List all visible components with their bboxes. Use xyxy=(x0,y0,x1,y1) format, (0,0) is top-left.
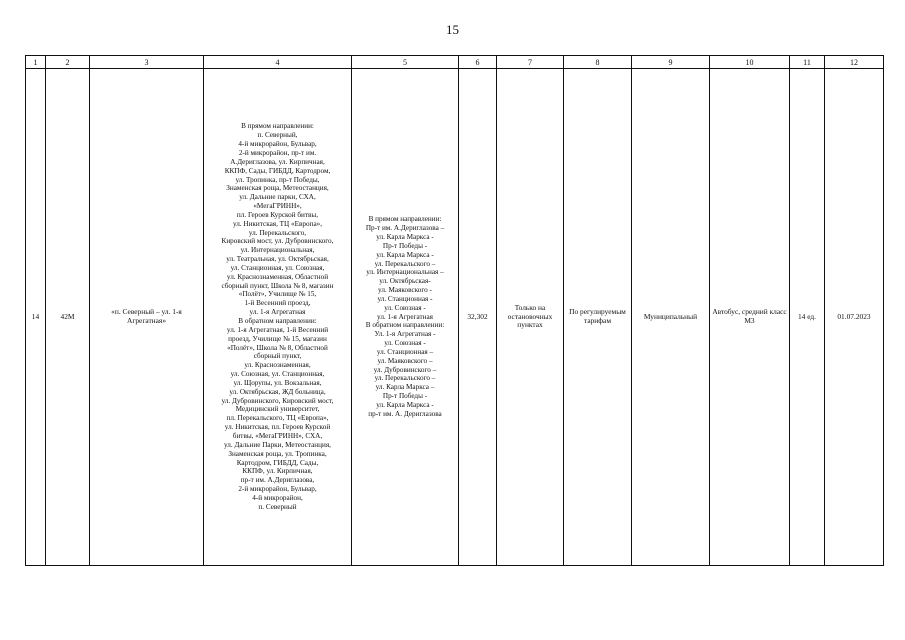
text-line: ул. Октябрьская- xyxy=(379,277,431,286)
text-line: ККПФ, ул. Кирпичная, xyxy=(242,467,313,476)
text-line: Знаменская роща, Метеостанция, xyxy=(226,184,329,193)
text-line: ул. Союзная - xyxy=(384,303,426,312)
stop-order: Только на остановочных пунктах xyxy=(497,69,564,566)
text-line: ул. Краснознаменная, Областной xyxy=(226,272,329,281)
text-line: сборный пункт, xyxy=(253,352,302,361)
text-line: ул. Карла Маркса - xyxy=(376,401,434,410)
text-line: «Полёт», Училище № 15, xyxy=(238,290,317,299)
text-line: В обратном направлении: xyxy=(238,317,317,325)
text-line: п. Северный, xyxy=(257,131,298,140)
text-line: 2-й микрорайон, пр-т им. xyxy=(238,148,317,157)
fare-type: По регулируемым тарифам xyxy=(564,69,632,566)
text-line: 1-й Весенний проезд, xyxy=(244,299,311,308)
route-name: «п. Северный – ул. 1-я Агрегатная» xyxy=(90,69,204,566)
text-line: ул. Союзная, ул. Станционная, xyxy=(230,370,325,379)
text-line: ул. Щорупы, ул. Вокзальная, xyxy=(233,378,322,387)
text-line: ул. Дубровинского – xyxy=(373,365,437,374)
text-line: ул. Интернациональная – xyxy=(366,268,444,277)
text-line: сборный пункт, Школа № 8, магазин xyxy=(221,281,334,290)
header-cell: 2 xyxy=(46,56,90,69)
text-line: ККПФ, Сады, ГИБДД, Картодром, xyxy=(224,166,331,175)
text-line: ул. Тропинка, пр-т Победы, xyxy=(235,175,320,184)
text-line: ул. Союзная - xyxy=(384,339,426,348)
text-line: «Полёт», Школа № 8, Областной xyxy=(227,343,328,352)
header-cell: 6 xyxy=(459,56,497,69)
text-line: п. Северный xyxy=(258,502,297,511)
text-line: пр-т им. А.Дериглазова, xyxy=(240,476,315,485)
header-cell: 3 xyxy=(90,56,204,69)
text-line: 4-й микрорайон, xyxy=(252,493,303,502)
header-cell: 8 xyxy=(564,56,632,69)
header-cell: 11 xyxy=(790,56,825,69)
text-line: Медицинский университет, xyxy=(235,405,320,414)
text-line: В прямом направлении: xyxy=(368,215,442,224)
text-line: ул. Карла Маркса - xyxy=(376,250,434,259)
text-line: ул. Карла Маркса - xyxy=(376,232,434,241)
text-line: ул. Никитская, пл. Героев Курской xyxy=(224,423,331,432)
text-line: ул. Станционная – xyxy=(376,347,434,356)
text-line: «МегаГРИНН», xyxy=(253,202,302,211)
text-line: В обратном направлении: xyxy=(365,321,445,330)
streets-stops-cell xyxy=(204,69,352,566)
text-line: ул. Дубровинского, Кировский мост, xyxy=(221,396,334,405)
text-line: ул. Карла Маркса – xyxy=(375,383,435,392)
text-line: ул. 1-я Агрегатная, 1-й Весенний xyxy=(226,325,329,334)
header-cell: 12 xyxy=(825,56,884,69)
header-cell: 4 xyxy=(204,56,352,69)
text-line: Пр-т Победы - xyxy=(382,241,428,250)
text-line: ул. Перекальского, xyxy=(248,228,307,237)
header-cell: 10 xyxy=(710,56,790,69)
text-line: В прямом направлении: xyxy=(241,122,314,131)
header-cell: 5 xyxy=(352,56,459,69)
text-line: пл. Перекальского, ТЦ «Европа», xyxy=(226,414,329,423)
text-line: битвы, «МегаГРИНН», СХА, xyxy=(232,431,323,440)
stops-list xyxy=(206,122,349,511)
text-line: ул. Маяковского - xyxy=(378,286,432,295)
header-cell: 1 xyxy=(26,56,46,69)
text-line: пл. Героев Курской битвы, xyxy=(236,210,319,219)
vehicle-type: Автобус, средний класс М3 xyxy=(710,69,790,566)
route-length: 32,302 xyxy=(459,69,497,566)
table-row xyxy=(26,69,884,566)
text-line: Ул. 1-я Агрегатная - xyxy=(374,330,436,339)
text-line: Картодром, ГИБДД, Сады, xyxy=(236,458,319,467)
text-line: 4-й микрорайон, Бульвар, xyxy=(238,140,317,149)
text-line: Кировский мост, ул. Дубровинского, xyxy=(221,237,334,246)
page-number: 15 xyxy=(446,22,459,37)
streets-cell xyxy=(352,69,459,566)
text-line: ул. Станционная, ул. Союзная, xyxy=(230,263,325,272)
row-number: 14 xyxy=(26,69,46,566)
text-line: ул. Никитская, ТЦ «Европа», xyxy=(232,219,323,228)
text-line: пр-т им. А. Дериглазова xyxy=(368,409,442,418)
route-register-table xyxy=(25,55,884,566)
text-line: Пр-т им. А.Дериглазова – xyxy=(365,224,445,233)
text-line: ул. Станционная - xyxy=(377,294,433,303)
text-line: А.Дериглазова, ул. Кирпичная, xyxy=(230,157,325,166)
header-row xyxy=(26,56,884,69)
text-line: ул. 1-я Агрегатная xyxy=(377,312,433,321)
text-line: проезд, Училище № 15, магазин xyxy=(228,334,327,343)
text-line: ул. Октябрьская, ЖД больница, xyxy=(229,387,326,396)
route-number: 42М xyxy=(46,69,90,566)
text-line: ул. 1-я Агрегатная xyxy=(249,308,306,317)
vehicle-count: 14 ед. xyxy=(790,69,825,566)
text-line: ул. Перекальского – xyxy=(374,374,436,383)
text-line: ул. Театральная, ул. Октябрьская, xyxy=(226,255,329,264)
text-line: ул. Дальние парки, СХА, xyxy=(239,193,316,202)
header-cell: 9 xyxy=(632,56,710,69)
text-line: ул. Перекальского – xyxy=(374,259,436,268)
start-date: 01.07.2023 xyxy=(825,69,884,566)
header-cell: 7 xyxy=(497,56,564,69)
text-line: Знаменская роща, ул. Тропинка, xyxy=(228,449,327,458)
text-line: ул. Краснознаменная, xyxy=(244,361,311,370)
text-line: ул. Интернациональная, xyxy=(240,246,315,255)
carrier-type: Муниципальный xyxy=(632,69,710,566)
streets-list xyxy=(354,215,456,418)
text-line: ул. Дальние Парки, Метеостанция, xyxy=(224,440,331,449)
text-line: 2-й микрорайон, Бульвар, xyxy=(238,485,317,494)
text-line: ул. Маяковского – xyxy=(377,356,433,365)
text-line: Пр-т Победы - xyxy=(382,392,428,401)
